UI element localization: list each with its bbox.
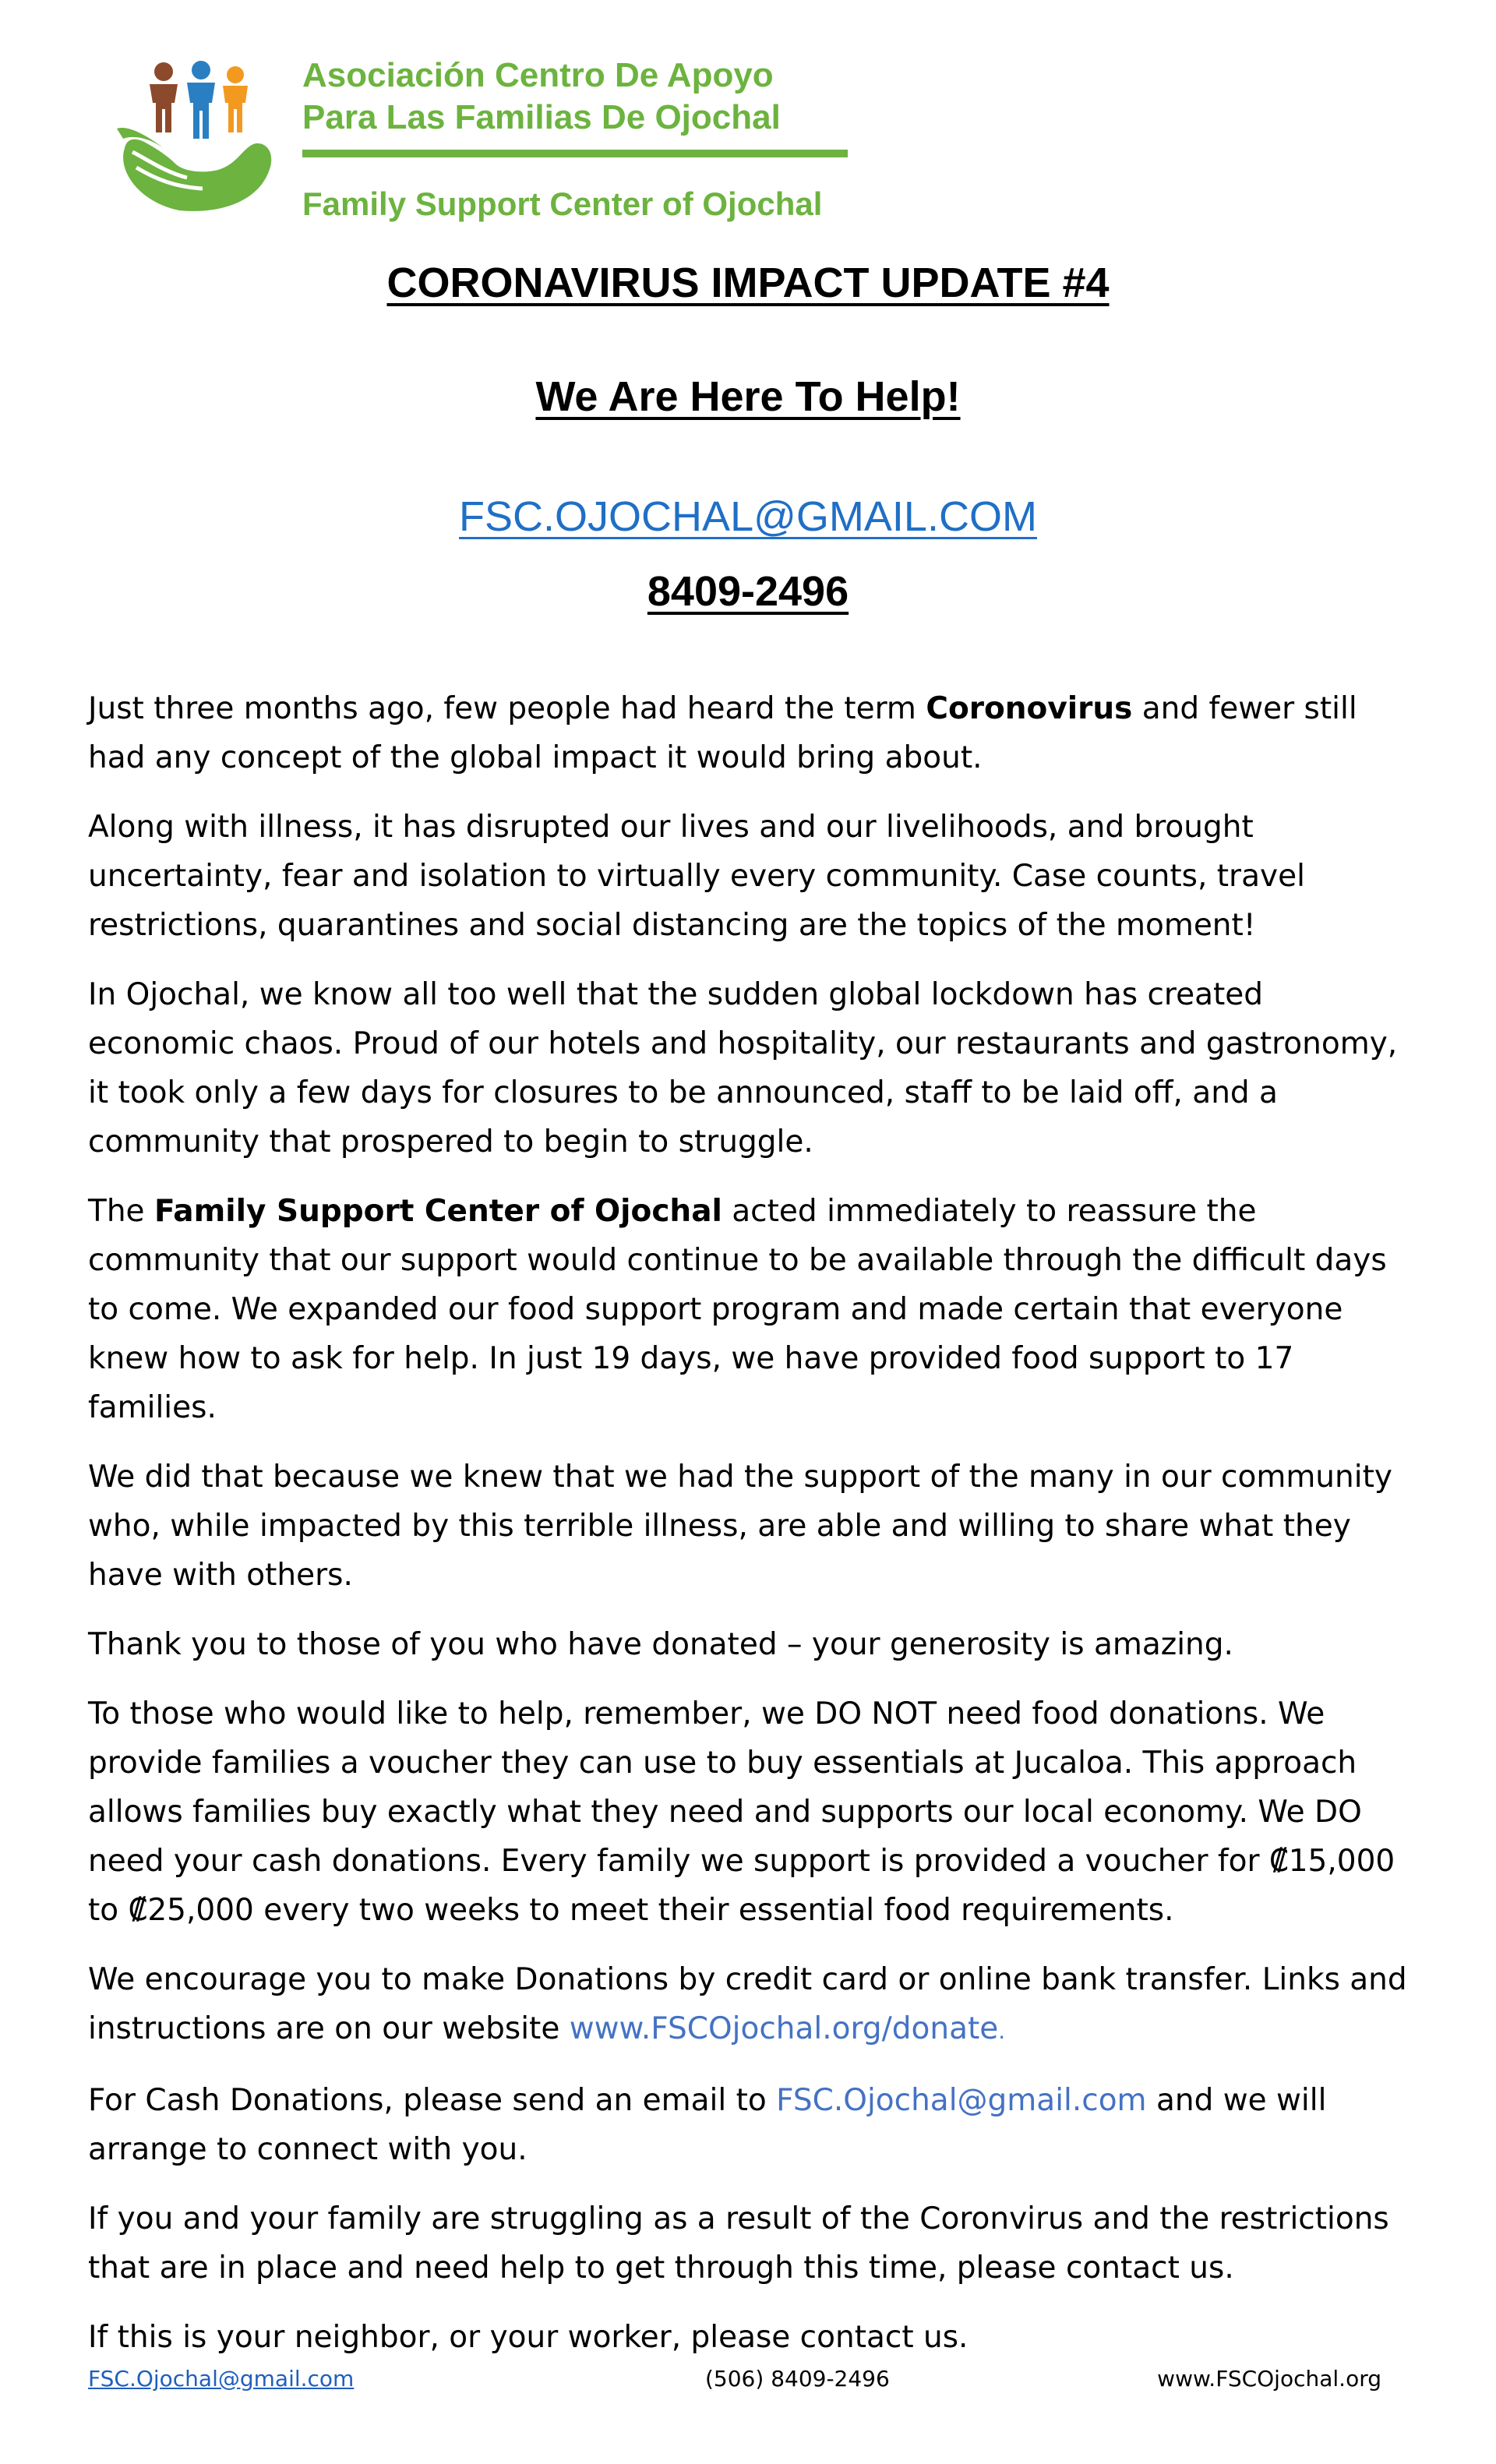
document-title: [0, 259, 1496, 307]
paragraph-8-text: We encourage you to make Donations by credit card or online bank transfer. Links and instructions are on our website: [88, 1962, 1407, 2046]
letter-body: [88, 684, 1413, 2382]
org-name-english: Family Support Center of Ojochal: [302, 185, 823, 222]
paragraph-8: [88, 1955, 1413, 2056]
paragraph-8-dot: .: [998, 2018, 1006, 2044]
donate-link[interactable]: www.FSCOjochal.org/donate: [569, 2011, 999, 2046]
paragraph-4-text-b: acted immediately to reassure the community that our support would continue to be available through the difficult days to come. We expanded our food support program and made certain that everyone knew how to ask for help. In just 19 days, we have provided food support to 17 families.: [88, 1194, 1387, 1425]
cash-donation-email-link[interactable]: FSC.Ojochal@gmail.com: [776, 2083, 1147, 2118]
paragraph-7: To those who would like to help, remember, we DO NOT need food donations. We provide families a voucher they can use to buy essentials at Jucaloa. This approach allows families buy exactly what they need and supports our local economy. We DO need your cash donations. Every family we support is provided a voucher for ₡15,000 to ₡25,000 every two weeks to meet their essential food requirements.: [88, 1696, 1395, 1928]
org-name-spanish-line2: Para Las Familias De Ojochal: [302, 98, 781, 136]
contact-phone: [0, 567, 1496, 616]
footer-phone: (506) 8409-2496: [705, 2366, 890, 2392]
contact-phone-text: 8409-2496: [647, 568, 849, 615]
footer-email-link[interactable]: FSC.Ojochal@gmail.com: [88, 2366, 355, 2392]
document-subtitle-text: We Are Here To Help!: [535, 373, 961, 420]
paragraph-1: [88, 684, 1413, 782]
paragraph-1-bold: Coronovirus: [926, 691, 1133, 726]
paragraph-5: We did that because we knew that we had the support of the many in our community who, while impacted by this terrible illness, are able and willing to share what they have with others.: [88, 1460, 1392, 1593]
paragraph-1-text-b: and fewer still had any concept of the global impact it would bring about.: [88, 691, 1357, 775]
paragraph-10: If you and your family are struggling as a result of the Coronvirus and the restrictions that are in place and need help to get through this time, please contact us.: [88, 2201, 1389, 2286]
paragraph-11: If this is your neighbor, or your worker, please contact us.: [88, 2320, 969, 2355]
letterhead: [109, 47, 873, 226]
paragraph-4-text-a: The: [88, 1194, 154, 1229]
contact-email-link[interactable]: FSC.OJOCHAL@GMAIL.COM: [459, 493, 1037, 540]
contact-email: [0, 492, 1496, 541]
paragraph-3: In Ojochal, we know all too well that the sudden global lockdown has created economic chaos. Proud of our hotels and hospitality, our restaurants and gastronomy, it took only a few days for closures to be announced, staff to be laid off, and a community that prospered to begin to struggle.: [88, 977, 1398, 1160]
org-name-spanish-line1: Asociación Centro De Apoyo: [302, 56, 774, 94]
document-title-text: CORONAVIRUS IMPACT UPDATE #4: [386, 259, 1110, 306]
paragraph-4: [88, 1187, 1413, 1432]
paragraph-4-bold: Family Support Center of Ojochal: [153, 1194, 722, 1229]
paragraph-2: Along with illness, it has disrupted our lives and our livelihoods, and brought uncertainty, fear and isolation to virtually every community. Case counts, travel restrictions, quarantines and social distancing are the topics of the moment!: [88, 810, 1305, 943]
document-subtitle: [0, 372, 1496, 421]
paragraph-6: Thank you to those of you who have donated – your generosity is amazing.: [88, 1627, 1233, 1662]
paragraph-9: [88, 2076, 1413, 2174]
family-hand-logo: [109, 55, 288, 218]
page-footer: [88, 2366, 1381, 2397]
paragraph-1-text-a: Just three months ago, few people had heard the term: [88, 691, 926, 726]
letterhead-divider: [302, 150, 848, 157]
footer-website: www.FSCOjochal.org: [1157, 2366, 1381, 2392]
paragraph-9-text-a: For Cash Donations, please send an email to: [88, 2083, 777, 2118]
paragraph-9-text-b: and we will arrange to connect with you.: [88, 2083, 1327, 2167]
